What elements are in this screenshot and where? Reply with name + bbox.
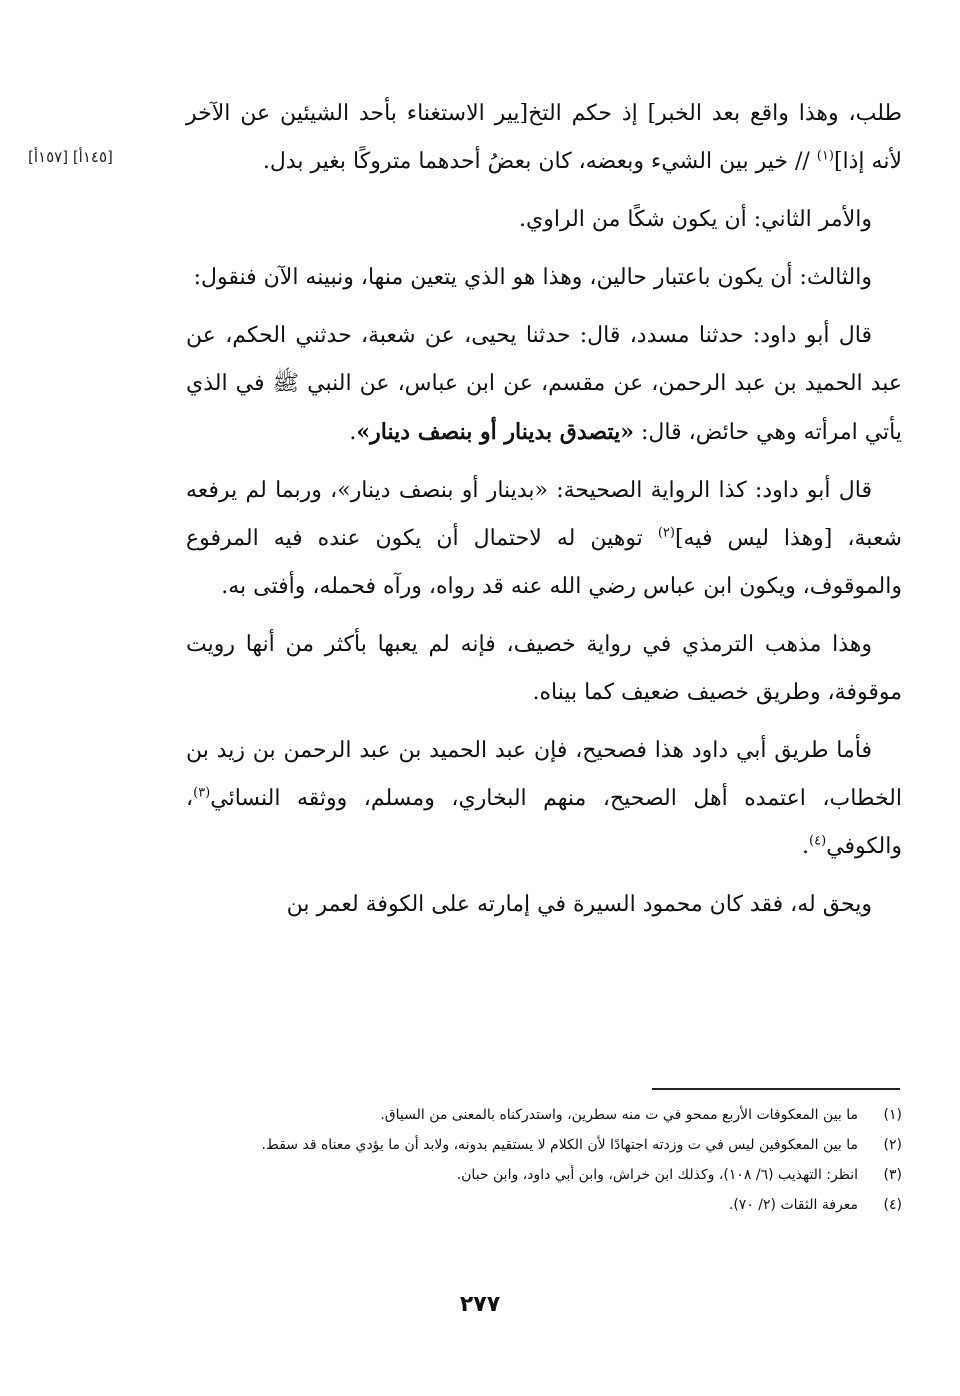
paragraph-6 xyxy=(186,621,902,717)
footnote-ref-2: (٢) xyxy=(657,525,675,541)
paragraph-2 xyxy=(186,196,902,244)
footnote-3 xyxy=(186,1160,902,1190)
paragraph-1-text-after: // خير بين الشيء وبعضه، كان بعضُ أحدهما متروكًا بغير بدل. xyxy=(262,149,817,174)
footnote-2 xyxy=(186,1130,902,1160)
paragraph-6-text: وهذا مذهب الترمذي في رواية خصيف، فإنه لم يعبها بأكثر من أنها رويت موقوفة، وطريق خصيف ضعيف كما بيناه. xyxy=(186,632,902,705)
footnote-number: (٤) xyxy=(883,1197,902,1213)
footnote-text: ما بين المعكوفين ليس في ت وزدته اجتهادًا لأن الكلام لا يستقيم بدونه، ولابد أن ما يؤدي معناه قد سقط. xyxy=(261,1137,858,1153)
manuscript-folio-reference: [١٤٥أ] [١٥٧أ] xyxy=(28,148,113,166)
paragraph-5-text-after: توهين له لاحتمال أن يكون عنده فيه المرفوع والموقوف، ويكون ابن عباس رضي الله عنه قد رواه، ورآه فحمله، وأفتى به. xyxy=(186,526,902,599)
page-number: ٢٧٧ xyxy=(459,1292,501,1317)
footnote-text: ما بين المعكوفات الأربع ممحو في ت منه سطرين، واستدركناه بالمعنى من السياق. xyxy=(380,1107,858,1123)
footnote-number: (١) xyxy=(883,1107,902,1123)
paragraph-1-text: طلب، وهذا واقع بعد الخبر] إذ حكم التخ[يير الاستغناء بأحد الشيئين عن الآخر لأنه إذا] xyxy=(186,101,902,174)
paragraph-2-text: والأمر الثاني: أن يكون شكًا من الراوي. xyxy=(519,207,872,232)
paragraph-5 xyxy=(186,467,902,611)
footnote-4 xyxy=(186,1190,902,1220)
footnotes xyxy=(186,1100,902,1220)
paragraph-3-text: والثالث: أن يكون باعتبار حالين، وهذا هو الذي يتعين منها، ونبينه الآن فنقول: xyxy=(193,265,872,290)
footnote-1 xyxy=(186,1100,902,1130)
main-text xyxy=(186,90,902,939)
paragraph-4-text: قال أبو داود: حدثنا مسدد، قال: حدثنا يحيى، عن شعبة، حدثني الحكم، عن عبد الحميد بن عبد الرحمن، عن مقسم، عن ابن عباس، عن النبي ﷺ في الذي يأتي امرأته وهي حائض، قال: xyxy=(186,323,902,445)
footnote-number: (٢) xyxy=(883,1137,902,1153)
footnote-ref-1: (١) xyxy=(816,148,834,164)
paragraph-7-text: فأما طريق أبي داود هذا فصحيح، فإن عبد الحميد بن عبد الرحمن بن زيد بن الخطاب، اعتمده أهل الصحيح، منهم البخاري، ومسلم، ووثقه النسائي xyxy=(186,738,902,811)
footnote-separator xyxy=(652,1088,900,1090)
paragraph-5-text: قال أبو داود: كذا الرواية الصحيحة: «بدينار أو بنصف دينار»، وربما لم يرفعه شعبة، [وهذا ليس فيه] xyxy=(186,478,902,551)
paragraph-8 xyxy=(186,881,902,929)
footnote-ref-3: (٣) xyxy=(193,785,211,801)
hadith-quote: «يتصدق بدينار أو بنصف دينار» xyxy=(356,419,635,445)
footnote-text: انظر: التهذيب (٦/ ١٠٨)، وكذلك ابن خراش، وابن أبي داود، وابن حبان. xyxy=(456,1167,858,1183)
footnote-ref-4: (٤) xyxy=(809,833,827,849)
footnote-text: معرفة الثقات (٢/ ٧٠). xyxy=(728,1197,858,1213)
paragraph-8-text: ويحق له، فقد كان محمود السيرة في إمارته على الكوفة لعمر بن xyxy=(286,892,872,917)
paragraph-7 xyxy=(186,727,902,871)
paragraph-7-text-after: ، والكوفي xyxy=(186,786,902,859)
paragraph-4-text-after: . xyxy=(349,420,357,445)
paragraph-1 xyxy=(186,90,902,186)
paragraph-4 xyxy=(186,312,902,457)
paragraph-3 xyxy=(186,254,902,302)
paragraph-7-text-after-2: . xyxy=(802,834,810,859)
footnote-number: (٣) xyxy=(883,1167,902,1183)
